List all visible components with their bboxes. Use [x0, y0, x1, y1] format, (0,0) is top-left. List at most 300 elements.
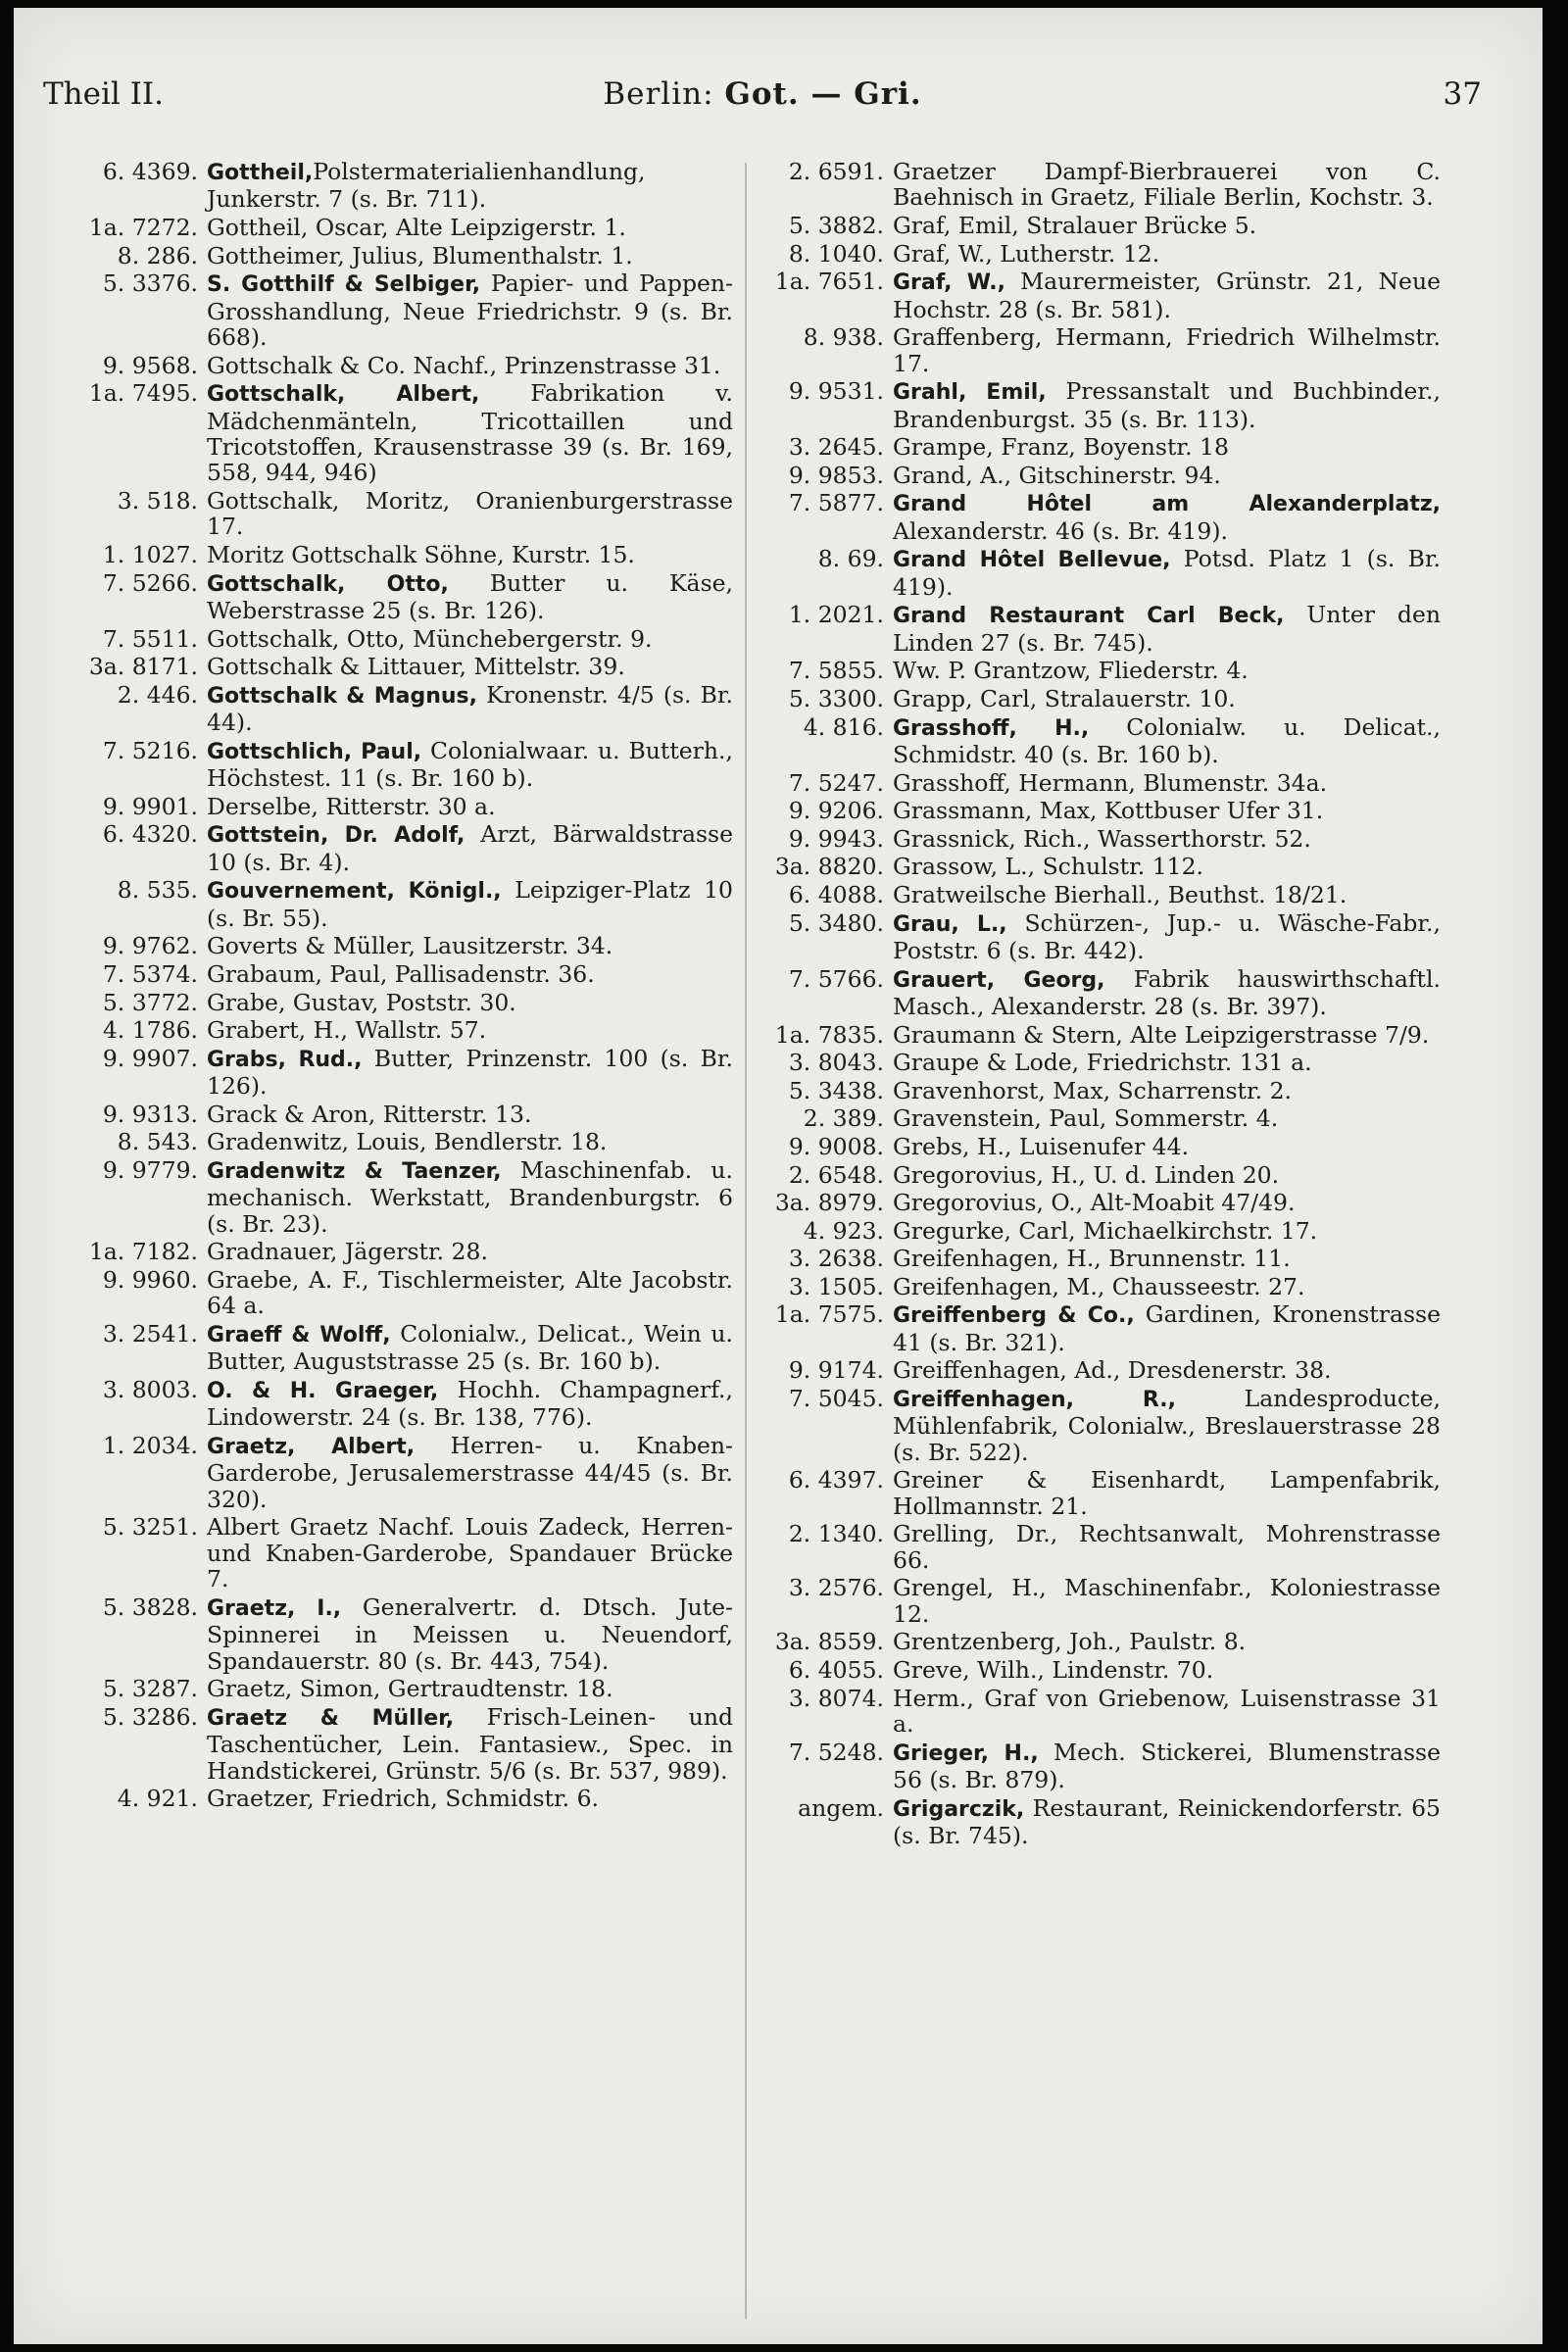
alphabetical-range: Got. — Gri.	[724, 76, 922, 112]
entry-body	[893, 463, 1441, 488]
directory-entry	[768, 1521, 1441, 1573]
entry-text: Grentzenberg, Joh., Paulstr. 8.	[893, 1628, 1247, 1656]
telephone-number: 3. 8043.	[788, 1049, 884, 1077]
entry-text: Grack & Aron, Ritterstr. 13.	[207, 1100, 532, 1128]
entry-text: Graf, W., Lutherstr. 12.	[893, 239, 1160, 268]
right-column	[768, 159, 1441, 1851]
directory-entry	[47, 1377, 733, 1431]
telephone-number: 1a. 7835.	[774, 1020, 884, 1049]
entry-text: Schürzen-, Jup.- u. Wäsche-Fabr., Poststr. 6 (s. Br. 442).	[893, 908, 1441, 964]
entry-name-bold: Gradenwitz & Taenzer,	[207, 1158, 502, 1184]
entry-name-bold: Gottstein, Dr. Adolf,	[207, 823, 466, 849]
directory-entry	[768, 966, 1441, 1020]
entry-text: Graumann & Stern, Alte Leipzigerstrasse 7/9.	[893, 1020, 1430, 1049]
telephone-number: 2. 389.	[803, 1104, 884, 1133]
telephone-number: 7. 5855.	[788, 657, 884, 685]
entry-body	[207, 1433, 733, 1512]
entry-body	[893, 324, 1441, 376]
entry-text: Colonialw., Delicat., Wein u. Butter, Auguststrasse 25 (s. Br. 160 b).	[207, 1319, 733, 1376]
entry-body	[207, 1102, 733, 1127]
page-header	[43, 76, 1482, 127]
directory-entry	[768, 269, 1441, 322]
entry-name-bold: Graeff & Wolff,	[207, 1322, 391, 1348]
entry-name-bold: Gouvernement, Königl.,	[207, 879, 502, 905]
telephone-number: 6. 4088.	[788, 880, 884, 908]
directory-entry	[47, 1514, 733, 1592]
telephone-number: 3. 8074.	[788, 1684, 884, 1712]
telephone-number: 5. 3300.	[788, 684, 884, 712]
entry-text: Graetz, Simon, Gertraudtenstr. 18.	[207, 1675, 613, 1703]
entry-text: Fabrikation v. Mädchenmänteln, Tricottaillen und Tricotstoffen, Krausenstrasse 39 (s. Br. 169, 558, 944, 946)	[207, 379, 734, 487]
telephone-number: 6. 4397.	[788, 1466, 884, 1494]
entry-body	[207, 654, 733, 679]
entry-body	[893, 826, 1441, 852]
entry-text: Grebs, H., Luisenufer 44.	[893, 1132, 1190, 1160]
directory-entry	[47, 1433, 733, 1512]
directory-entry	[47, 682, 733, 736]
telephone-number: 8. 938.	[803, 323, 884, 352]
telephone-number: 1a. 7495.	[88, 379, 198, 408]
entry-text: Gregurke, Carl, Michaelkirchstr. 17.	[893, 1216, 1318, 1245]
entry-text: Colonialw. u. Delicat., Schmidstr. 40 (s. Br. 160 b).	[893, 712, 1441, 768]
telephone-number: 9. 9313.	[102, 1100, 198, 1128]
entry-name-bold: Gottschlich, Paul,	[207, 739, 422, 764]
entry-body	[893, 1795, 1441, 1849]
directory-entry	[768, 1022, 1441, 1048]
column-divider	[745, 163, 747, 2319]
part-label: Theil II.	[43, 76, 165, 112]
entry-text: Grengel, H., Maschinenfabr., Koloniestrasse 12.	[893, 1574, 1441, 1628]
entry-body	[893, 241, 1441, 267]
entry-name-bold: Grigarczik,	[893, 1796, 1025, 1822]
entry-text: Gregorovius, H., U. d. Linden 20.	[893, 1160, 1280, 1189]
entry-name-bold: Grand Restaurant Carl Beck,	[893, 604, 1285, 629]
entry-body	[893, 1686, 1441, 1738]
directory-entry	[47, 1129, 733, 1154]
entry-text: Greifenhagen, H., Brunnenstr. 11.	[893, 1245, 1291, 1273]
entry-body	[893, 1301, 1441, 1355]
city-label: Berlin:	[603, 76, 714, 112]
telephone-number: 2. 1340.	[788, 1520, 884, 1548]
entry-text: Grabert, H., Wallstr. 57.	[207, 1016, 487, 1045]
directory-entry	[47, 626, 733, 652]
entry-body	[893, 546, 1441, 600]
entry-text: Alexanderstr. 46 (s. Br. 419).	[893, 516, 1228, 545]
entry-text: Polstermaterialienhandlung, Junkerstr. 7 (s. Br. 711).	[207, 158, 646, 214]
entry-body	[893, 1629, 1441, 1654]
telephone-number: 7. 5877.	[788, 489, 884, 517]
directory-entry	[768, 213, 1441, 238]
entry-text: Gottschalk & Co. Nachf., Prinzenstrasse 31.	[207, 351, 721, 379]
directory-entry	[768, 826, 1441, 852]
telephone-number: 5. 3828.	[102, 1592, 198, 1621]
entry-body	[893, 1218, 1441, 1244]
entry-name-bold: Gottschalk & Magnus,	[207, 683, 478, 709]
entry-text: Maschinenfab. u. mechanisch. Werkstatt, Brandenburgstr. 6 (s. Br. 23).	[207, 1155, 733, 1238]
entry-text: Grampe, Franz, Boyenstr. 18	[893, 433, 1229, 462]
directory-entry	[768, 658, 1441, 683]
telephone-number: 5. 3438.	[788, 1076, 884, 1104]
directory-entry	[768, 1686, 1441, 1738]
directory-entry	[768, 1218, 1441, 1244]
entry-body	[893, 1050, 1441, 1075]
entry-body	[207, 488, 733, 540]
entry-body	[893, 686, 1441, 711]
entry-body	[893, 378, 1441, 432]
directory-entry	[768, 1657, 1441, 1683]
entry-body	[893, 882, 1441, 907]
telephone-number: 8. 69.	[817, 545, 884, 573]
directory-entry	[768, 798, 1441, 823]
telephone-number: 9. 9853.	[788, 461, 884, 489]
entry-name-bold: Grieger, H.,	[893, 1740, 1039, 1766]
directory-entry	[47, 270, 733, 350]
telephone-number: 3. 2576.	[788, 1574, 884, 1602]
entry-body	[207, 877, 733, 931]
entry-name-bold: Grand Hôtel Bellevue,	[893, 548, 1171, 573]
entry-body	[207, 738, 733, 792]
directory-entry	[768, 1190, 1441, 1215]
entry-text: Gottschalk, Otto, Münchebergerstr. 9.	[207, 624, 653, 653]
telephone-number: 9. 9907.	[102, 1044, 198, 1072]
entry-body	[893, 269, 1441, 322]
entry-text: Pressanstalt und Buchbinder., Brandenburgst. 35 (s. Br. 113).	[893, 377, 1441, 433]
entry-name-bold: Greiffenberg & Co.,	[893, 1303, 1135, 1329]
directory-entry	[47, 1786, 733, 1811]
directory-entry	[47, 570, 733, 624]
entry-text: Colonialwaar. u. Butterh., Höchstest. 11 (s. Br. 160 b).	[207, 736, 733, 793]
entry-body	[893, 854, 1441, 879]
left-column	[47, 159, 733, 1814]
directory-entry	[768, 434, 1441, 460]
directory-entry	[768, 324, 1441, 376]
telephone-number: 7. 5248.	[788, 1738, 884, 1766]
page-number: 37	[1443, 76, 1482, 112]
entry-name-bold: Gottschalk, Otto,	[207, 571, 449, 597]
telephone-number: 8. 535.	[117, 876, 198, 905]
entry-body	[207, 1786, 733, 1811]
entry-text: Gravenhorst, Max, Scharrenstr. 2.	[893, 1076, 1292, 1104]
telephone-number: 3. 518.	[117, 487, 198, 514]
directory-entry	[768, 1050, 1441, 1075]
directory-entry	[768, 1357, 1441, 1383]
entry-text: Moritz Gottschalk Söhne, Kurstr. 15.	[207, 541, 635, 568]
entry-text: Greifenhagen, M., Chausseestr. 27.	[893, 1272, 1305, 1300]
entry-body	[893, 1105, 1441, 1131]
telephone-number: 7. 5511.	[102, 624, 198, 653]
telephone-number: 5. 3480.	[788, 908, 884, 937]
telephone-number: 1. 2034.	[102, 1431, 198, 1459]
entry-body	[893, 1357, 1441, 1383]
directory-entry	[768, 378, 1441, 432]
directory-entry	[768, 1467, 1441, 1519]
entry-body	[207, 1267, 733, 1319]
telephone-number: 8. 1040.	[788, 239, 884, 268]
directory-entry	[768, 686, 1441, 711]
entry-body	[893, 1162, 1441, 1188]
entry-text: Butter, Prinzenstr. 100 (s. Br. 126).	[207, 1044, 734, 1101]
directory-entry	[47, 1321, 733, 1375]
entry-text: Gradenwitz, Louis, Bendlerstr. 18.	[207, 1128, 608, 1156]
directory-entry	[47, 1676, 733, 1701]
entry-text: Greve, Wilh., Lindenstr. 70.	[893, 1656, 1214, 1685]
directory-entry	[768, 1795, 1441, 1849]
telephone-number: 5. 3287.	[102, 1675, 198, 1703]
entry-body	[207, 1321, 733, 1375]
directory-entry	[768, 1134, 1441, 1159]
entry-body	[893, 602, 1441, 656]
directory-entry	[47, 1704, 733, 1784]
entry-text: Arzt, Bärwaldstrasse 10 (s. Br. 4).	[207, 820, 733, 876]
entry-body	[893, 434, 1441, 460]
entry-body	[207, 961, 733, 987]
entry-name-bold: Grau, L.,	[893, 911, 1007, 937]
entry-body	[207, 1157, 733, 1237]
directory-entry	[47, 1017, 733, 1043]
entry-text: Grabe, Gustav, Poststr. 30.	[207, 988, 516, 1016]
entry-body	[893, 1246, 1441, 1271]
entry-body	[207, 270, 733, 350]
entry-text: Butter u. Käse, Weberstrasse 25 (s. Br. 126).	[207, 568, 734, 624]
entry-body	[893, 658, 1441, 683]
directory-entry	[47, 794, 733, 819]
entry-body	[207, 1017, 733, 1043]
entry-text: Frisch-Leinen- und Taschentücher, Lein. Fantasiew., Spec. in Handstickerei, Grünstr. 5/6 (s. Br. 537, 989).	[207, 1702, 733, 1785]
directory-entry	[768, 1740, 1441, 1793]
entry-name-bold: Graetz & Müller,	[207, 1705, 455, 1731]
entry-body	[207, 821, 733, 875]
telephone-number: 9. 9901.	[102, 792, 198, 820]
directory-entry	[47, 380, 733, 486]
entry-text: Grand, A., Gitschinerstr. 94.	[893, 461, 1221, 489]
entry-text: Gottschalk, Moritz, Oranienburgerstrasse 17.	[207, 487, 733, 541]
telephone-number: 4. 816.	[803, 712, 884, 741]
telephone-number: 2. 6548.	[788, 1160, 884, 1189]
telephone-number: 2. 6591.	[788, 158, 884, 185]
telephone-number: 3a. 8559.	[774, 1628, 884, 1656]
telephone-number: 3a. 8979.	[774, 1189, 884, 1217]
entry-body	[207, 682, 733, 736]
entry-text: Grapp, Carl, Stralauerstr. 10.	[893, 684, 1236, 712]
telephone-number: 6. 4055.	[788, 1656, 884, 1685]
directory-entry	[768, 714, 1441, 768]
telephone-number: 4. 1786.	[102, 1016, 198, 1045]
entry-body	[207, 1239, 733, 1264]
entry-body	[207, 215, 733, 240]
directory-entry	[768, 882, 1441, 907]
entry-name-bold: Grauert, Georg,	[893, 967, 1105, 993]
telephone-number: 1a. 7182.	[88, 1238, 198, 1266]
directory-entry	[47, 961, 733, 987]
entry-name-bold: O. & H. Graeger,	[207, 1378, 439, 1403]
telephone-number: 7. 5045.	[788, 1385, 884, 1413]
entry-text: Landesproducte, Mühlenfabrik, Colonialw., Breslauerstrasse 28 (s. Br. 522).	[893, 1385, 1441, 1466]
directory-entry	[768, 1301, 1441, 1355]
telephone-number: 5. 3772.	[102, 988, 198, 1016]
directory-entry	[768, 1386, 1441, 1465]
entry-text: Derselbe, Ritterstr. 30 a.	[207, 792, 496, 820]
directory-entry	[47, 542, 733, 567]
telephone-number: 1a. 7272.	[88, 214, 198, 241]
entry-text: Papier- und Pappen-Grosshandlung, Neue Friedrichstr. 9 (s. Br. 668).	[207, 270, 733, 351]
entry-text: Graf, Emil, Stralauer Brücke 5.	[893, 212, 1257, 239]
entry-body	[893, 490, 1441, 544]
entry-body	[893, 1022, 1441, 1048]
directory-entry	[768, 1162, 1441, 1188]
entry-name-bold: Grabs, Rud.,	[207, 1047, 363, 1072]
entry-body	[893, 213, 1441, 238]
entry-text: Graetzer Dampf-Bierbrauerei von C. Baehnisch in Graetz, Filiale Berlin, Kochstr. 3.	[893, 158, 1441, 212]
entry-text: Graetzer, Friedrich, Schmidstr. 6.	[207, 1785, 599, 1813]
entry-body	[207, 542, 733, 567]
entry-name-bold: Graetz, Albert,	[207, 1434, 416, 1459]
directory-entry	[768, 463, 1441, 488]
telephone-number: 1. 1027.	[102, 541, 198, 568]
entry-body	[207, 990, 733, 1015]
entry-body	[207, 159, 733, 213]
entry-body	[893, 1521, 1441, 1573]
telephone-number: 9. 9531.	[788, 377, 884, 406]
entry-body	[893, 1575, 1441, 1627]
entry-body	[893, 1657, 1441, 1683]
directory-entry	[768, 241, 1441, 267]
telephone-number: 4. 923.	[803, 1216, 884, 1245]
entry-name-bold: Gottheil,	[207, 161, 314, 185]
entry-body	[207, 570, 733, 624]
entry-body	[207, 353, 733, 378]
entry-body	[893, 798, 1441, 823]
directory-entry	[47, 488, 733, 540]
entry-text: Gottheil, Oscar, Alte Leipzigerstr. 1.	[207, 214, 626, 241]
directory-entry	[47, 159, 733, 213]
entry-text: Leipziger-Platz 10 (s. Br. 55).	[207, 876, 733, 932]
running-title	[43, 76, 1482, 112]
telephone-number: 1a. 7575.	[774, 1300, 884, 1329]
directory-entry	[47, 215, 733, 240]
directory-entry	[47, 877, 733, 931]
telephone-number: 3. 1505.	[788, 1272, 884, 1300]
directory-entry	[768, 1078, 1441, 1103]
telephone-number: 9. 9174.	[788, 1356, 884, 1385]
telephone-number: 3. 8003.	[102, 1375, 198, 1403]
directory-entry	[47, 821, 733, 875]
entry-text: Greiffenhagen, Ad., Dresdenerstr. 38.	[893, 1356, 1332, 1385]
entry-text: Maurermeister, Grünstr. 21, Neue Hochstr. 28 (s. Br. 581).	[893, 268, 1441, 323]
entry-text: Kronenstr. 4/5 (s. Br. 44).	[207, 680, 733, 737]
entry-body	[893, 1190, 1441, 1215]
entry-body	[893, 1274, 1441, 1299]
entry-name-bold: Grand Hôtel am Alexanderplatz,	[893, 492, 1441, 517]
telephone-number: 9. 9779.	[102, 1155, 198, 1184]
directory-entry	[47, 1239, 733, 1264]
entry-body	[893, 770, 1441, 796]
entry-text: Graebe, A. F., Tischlermeister, Alte Jacobstr. 64 a.	[207, 1265, 733, 1320]
telephone-number: 7. 5216.	[102, 736, 198, 764]
entry-text: Grassmann, Max, Kottbuser Ufer 31.	[893, 797, 1324, 825]
telephone-number: 9. 9568.	[102, 351, 198, 379]
telephone-number: 3a. 8820.	[774, 853, 884, 881]
telephone-number: 3. 2638.	[788, 1245, 884, 1273]
entry-text: Goverts & Müller, Lausitzerstr. 34.	[207, 932, 613, 960]
directory-entry	[47, 933, 733, 958]
entry-body	[207, 1377, 733, 1431]
entry-text: Graffenberg, Hermann, Friedrich Wilhelmstr. 17.	[893, 323, 1441, 377]
entry-text: Restaurant, Reinickendorferstr. 65 (s. Br. 745).	[893, 1793, 1441, 1850]
telephone-number: 7. 5266.	[102, 568, 198, 597]
entry-text: Generalvertr. d. Dtsch. Jute-Spinnerei in Meissen u. Neuendorf, Spandauerstr. 80 (s. Br. 443, 754).	[207, 1592, 733, 1675]
entry-name-bold: Graetz, I.,	[207, 1595, 342, 1621]
directory-entry	[768, 1105, 1441, 1131]
directory-entry	[47, 1046, 733, 1100]
entry-text: Gravenstein, Paul, Sommerstr. 4.	[893, 1104, 1279, 1133]
directory-entry	[47, 1594, 733, 1674]
entry-name-bold: S. Gotthilf & Selbiger,	[207, 272, 481, 298]
telephone-number: 6. 4320.	[102, 820, 198, 849]
entry-text: Grassow, L., Schulstr. 112.	[893, 853, 1204, 881]
telephone-number: 5. 3376.	[102, 270, 198, 298]
directory-entry	[47, 990, 733, 1015]
entry-text: Herren- u. Knaben-Garderobe, Jerusalemerstrasse 44/45 (s. Br. 320).	[207, 1431, 733, 1513]
directory-entry	[47, 1267, 733, 1319]
entry-name-bold: Greiffenhagen, R.,	[893, 1388, 1176, 1413]
telephone-number: 7. 5374.	[102, 959, 198, 988]
entry-body	[207, 1514, 733, 1592]
telephone-number: 1a. 7651.	[774, 268, 884, 296]
entry-name-bold: Graf, W.,	[893, 270, 1005, 296]
telephone-number: 9. 9008.	[788, 1132, 884, 1160]
entry-body	[893, 1740, 1441, 1793]
telephone-number: 5. 3882.	[788, 212, 884, 239]
entry-text: Gradnauer, Jägerstr. 28.	[207, 1238, 488, 1266]
telephone-number: 9. 9943.	[788, 824, 884, 853]
directory-entry	[47, 1157, 733, 1237]
directory-entry	[768, 854, 1441, 879]
entry-body	[207, 1046, 733, 1100]
telephone-number: angem.	[798, 1793, 884, 1822]
telephone-number: 8. 286.	[117, 241, 198, 270]
entry-text: Grelling, Dr., Rechtsanwalt, Mohrenstrasse 66.	[893, 1520, 1441, 1574]
entry-text: Hochh. Champagnerf., Lindowerstr. 24 (s. Br. 138, 776).	[207, 1375, 734, 1432]
entry-text: Gottschalk & Littauer, Mittelstr. 39.	[207, 653, 625, 681]
directory-entry	[47, 738, 733, 792]
entry-text: Gardinen, Kronenstrasse 41 (s. Br. 321).	[893, 1300, 1441, 1356]
directory-entry	[768, 159, 1441, 211]
entry-text: Grasshoff, Hermann, Blumenstr. 34a.	[893, 768, 1328, 797]
entry-text: Graupe & Lode, Friedrichstr. 131 a.	[893, 1049, 1312, 1077]
entry-text: Grabaum, Paul, Pallisadenstr. 36.	[207, 959, 595, 988]
directory-page	[14, 8, 1543, 2344]
entry-name-bold: Gottschalk, Albert,	[207, 382, 480, 408]
directory-entry	[768, 910, 1441, 964]
entry-text: Gregorovius, O., Alt-Moabit 47/49.	[893, 1189, 1296, 1217]
entry-body	[893, 1467, 1441, 1519]
directory-entry	[47, 1102, 733, 1127]
directory-entry	[768, 602, 1441, 656]
telephone-number: 6. 4369.	[102, 158, 198, 185]
entry-body	[207, 933, 733, 958]
entry-body	[893, 159, 1441, 211]
directory-entry	[47, 654, 733, 679]
entry-text: Gottheimer, Julius, Blumenthalstr. 1.	[207, 241, 633, 270]
entry-text: Ww. P. Grantzow, Fliederstr. 4.	[893, 657, 1249, 685]
telephone-number: 3a. 8171.	[88, 653, 198, 681]
telephone-number: 7. 5247.	[788, 768, 884, 797]
telephone-number: 1. 2021.	[788, 601, 884, 629]
entry-body	[207, 243, 733, 269]
entry-text: Herm., Graf von Griebenow, Luisenstrasse 31 a.	[893, 1684, 1441, 1739]
directory-entry	[768, 1274, 1441, 1299]
entry-body	[893, 1078, 1441, 1103]
